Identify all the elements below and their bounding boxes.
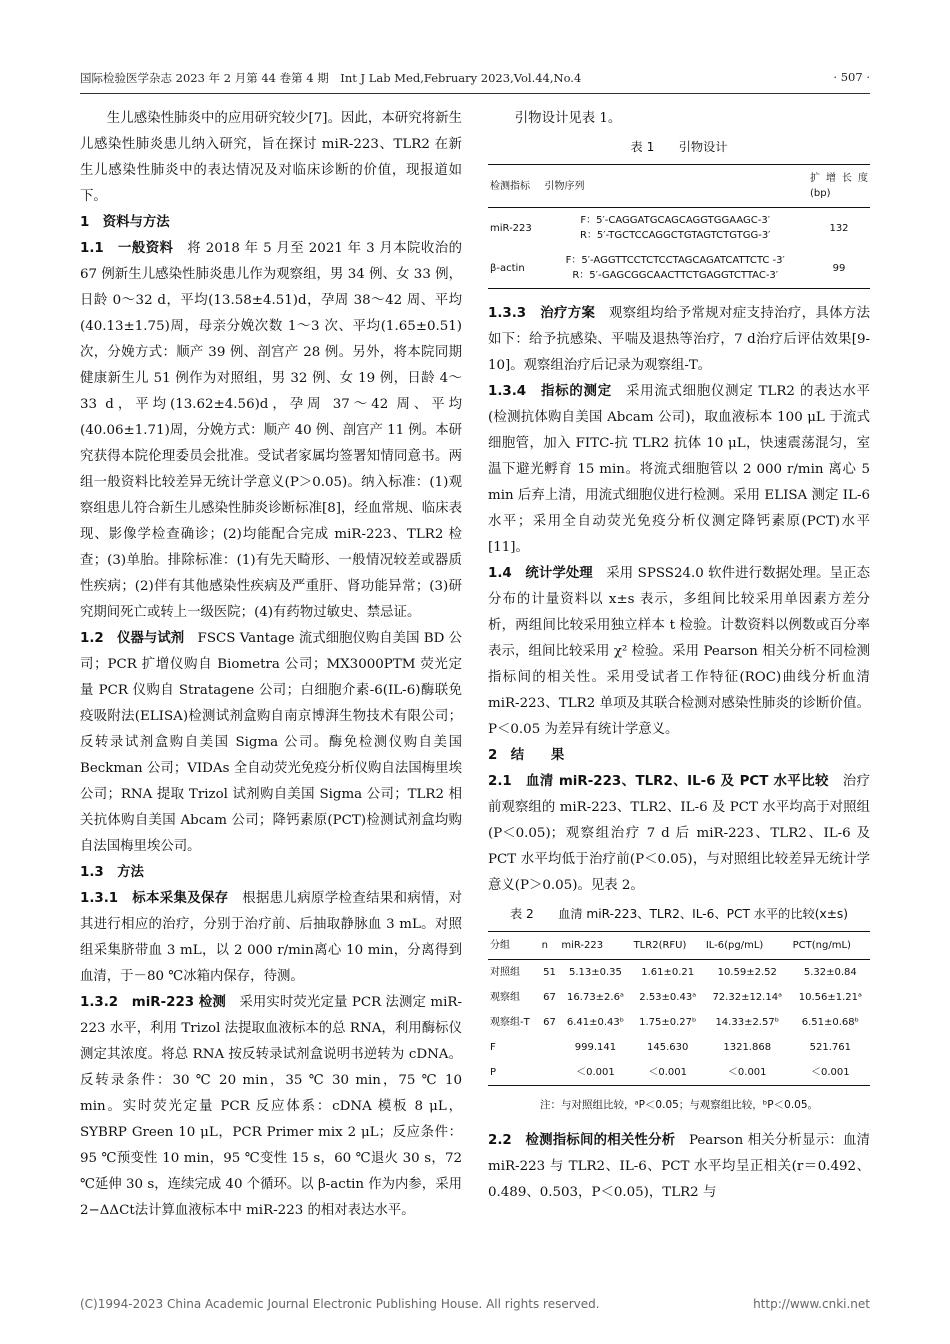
table-cell: 16.73±2.6ᵃ <box>567 992 624 1003</box>
table-cell <box>542 248 808 289</box>
paragraph-text: 采用实时荧光定量 PCR 法测定 miR-223 水平，利用 Trizol 法提取血液标本的总 RNA，利用酶标仪测定其浓度。将总 RNA 按反转录试剂盒说明书逆转为 cDNA。反转录条件：30 ℃ 20 min，35 ℃ 30 min，75 ℃ 10 min。实时荧光定量 PCR 反应体系：cDNA 模板 8 μL，SYBRP Green 10 μL，PCR Primer mix 2 μL；反应条件：95 ℃预变性 10 min，95 ℃变性 15 s，60 ℃退火 30 s，72 ℃延伸 30 s，连续完成 40 个循环。以 β-actin 作为内参，采用 2−ΔΔCt法计算血液标本中 miR-223 的相对表达水平。 <box>80 995 462 1218</box>
subsection-heading: 1.2 仪器与试剂 <box>80 631 185 646</box>
primer-reverse: R：5′-GAGCGGCAACTTCTGAGGTCTTAC-3′ <box>572 270 779 281</box>
table-2-note: 注：与对照组比较，ᵃP＜0.05；与观察组比较，ᵇP＜0.05。 <box>539 1099 819 1111</box>
table-cell: ＜0.001 <box>632 1060 704 1086</box>
table-cell: 观察组 <box>490 992 520 1003</box>
subsection-heading: 1.3.1 标本采集及保存 <box>80 891 229 906</box>
table-cell: 521.761 <box>809 1042 851 1053</box>
table-cell: 10.56±1.21ᵃ <box>798 992 862 1003</box>
table-cell: 67 <box>543 992 556 1003</box>
paragraph: 引物设计见表 1。 <box>514 111 622 126</box>
journal-info: 国际检验医学杂志 2023 年 2 月第 44 卷第 4 期 Int J Lab Med,February 2023,Vol.44,No.4 <box>80 71 582 85</box>
table-row <box>488 1035 870 1060</box>
table-cell: 999.141 <box>574 1042 617 1053</box>
table-cell: F <box>490 1042 496 1053</box>
table-cell: 132 <box>829 222 849 234</box>
paragraph <box>488 561 870 743</box>
table-row <box>488 1060 870 1086</box>
table-cell <box>542 208 808 249</box>
table-header: IL-6(pg/mL) <box>704 932 791 960</box>
table-header: TLR2(RFU) <box>632 932 704 960</box>
paragraph <box>80 886 462 990</box>
primer-forward: F：5′-CAGGATGCAGCAGGTGGAAGC-3′ <box>580 215 771 226</box>
table-cell: 67 <box>543 1017 556 1028</box>
paragraph-text: 将 2018 年 5 月至 2021 年 3 月本院收治的 67 例新生儿感染性肺炎患儿作为观察组，男 34 例、女 33 例，日龄 0～32 d，平均(13.58±4.51)d，孕周 38～42 周、平均(40.13±1.75)周，母亲分娩次数 1～3 次、平均(1.65±0.51)次，分娩方式：顺产 39 例、剖宫产 28 例。另外，将本院同期健康新生儿 51 例作为对照组，男 32 例、女 19 例，日龄 4～33 d，平均(13.62±4.56)d，孕周 37～42 周、平均(40.06±1.71)周，分娩方式：顺产 40 例、剖宫产 11 例。本研究获得本院伦理委员会批准。受试者家属均签署知情同意书。两组一般资料比较差异无统计学意义(P＞0.05)。纳入标准：(1)观察组患儿符合新生儿感染性肺炎诊断标准[8]，经血常规、临床表现、影像学检查确诊；(2)均能配合完成 miR-223、TLR2 检查；(3)单胎。排除标准：(1)有先天畸形、一般情况较差或器质性疾病；(2)伴有其他感染性疾病及严重肝、肾功能异常；(3)研究期间死亡或转上一级医院；(4)有药物过敏史、禁忌证。 <box>80 241 462 620</box>
subsection-heading: 1.3.3 治疗方案 <box>488 306 596 321</box>
table-cell: 72.32±12.14ᵃ <box>712 992 782 1003</box>
table-row <box>488 985 870 1010</box>
paragraph-text: FSCS Vantage 流式细胞仪购自美国 BD 公司；PCR 扩增仪购自 Biometra 公司；MX3000PTM 荧光定量 PCR 仪购自 Stratagene 公司；白细胞介素-6(IL-6)酶联免疫吸附法(ELISA)检测试剂盒购自南京博湃生物技术有限公司；反转录试剂盒购自美国 Sigma 公司。酶免检测仪购自美国 Beckman 公司；VIDAs 全自动荧光免疫分析仪购自法国梅里埃公司；RNA 提取 Trizol 试剂购自美国 Sigma 公司；TLR2 相关抗体购自美国 Abcam 公司；降钙素原(PCT)检测试剂盒均购自法国梅里埃公司。 <box>80 631 462 854</box>
subsection-heading: 1.1 一般资料 <box>80 241 174 256</box>
table-cell: 5.32±0.84 <box>803 967 857 978</box>
running-header <box>80 70 870 90</box>
table-header: 扩增长度(bp) <box>808 165 870 208</box>
table-cell: 观察组-T <box>490 1017 530 1028</box>
right-column <box>488 106 870 1206</box>
table-header: PCT(ng/mL) <box>791 932 870 960</box>
table-header: 分组 <box>488 932 540 960</box>
table-cell: 51 <box>543 967 556 978</box>
paragraph-text: 采用 SPSS24.0 软件进行数据处理。呈正态分布的计量资料以 x±s 表示，多组间比较采用单因素方差分析，两组间比较采用独立样本 t 检验。计数资料以例数或百分率表示，组间比较采用 χ² 检验。采用 Pearson 相关分析不同检测指标间的相关性。采用受试者工作特征(ROC)曲线分析血清 miR-223、TLR2 单项及其联合检测对感染性肺炎的诊断价值。P＜0.05 为差异有统计学意义。 <box>488 566 870 737</box>
table-cell: 10.59±2.52 <box>717 967 777 978</box>
table-2 <box>488 931 870 1086</box>
subsection-heading: 2.1 血清 miR-223、TLR2、IL-6 及 PCT 水平比较 <box>488 774 829 789</box>
table-cell: 145.630 <box>647 1042 689 1053</box>
paragraph: 生儿感染性肺炎中的应用研究较少[7]。因此，本研究将新生儿感染性肺炎患儿纳入研究，旨在探讨 miR-223、TLR2 在新生儿感染性肺炎中的表达情况及对临床诊断的价值，现报道如下。 <box>80 111 462 204</box>
header-rule <box>80 93 870 94</box>
table-cell: 1.75±0.27ᵇ <box>639 1017 697 1028</box>
page-number: · 507 · <box>833 70 870 84</box>
subsection-heading: 1.3.2 miR-223 检测 <box>80 995 226 1010</box>
paragraph-text: 治疗前观察组的 miR-223、TLR2、IL-6 及 PCT 水平均高于对照组(P＜0.05)；观察组治疗 7 d 后 miR-223、TLR2、IL-6 及 PCT 水平均低于治疗前(P＜0.05)，与对照组比较差异无统计学意义(P＞0.05)。见表 2。 <box>488 774 870 893</box>
table-cell: 2.53±0.43ᵃ <box>639 992 697 1003</box>
paragraph-text: Pearson 相关分析显示：血清 miR-223 与 TLR2、IL-6、PCT 水平均呈正相关(r＝0.492、0.489、0.503，P＜0.05)，TLR2 与 <box>488 1133 871 1200</box>
section-heading: 1 资料与方法 <box>80 215 170 230</box>
subsection-heading: 2.2 检测指标间的相关性分析 <box>488 1133 676 1148</box>
paragraph <box>80 626 462 860</box>
paragraph <box>488 379 870 561</box>
table-cell: P <box>488 1060 540 1086</box>
table-header: 检测指标 <box>488 165 542 208</box>
paragraph <box>488 1128 870 1206</box>
table-cell: ＜0.001 <box>559 1060 631 1086</box>
table-cell: 6.51±0.68ᵇ <box>801 1017 859 1028</box>
subsection-heading: 1.3 方法 <box>80 865 144 880</box>
paragraph <box>80 236 462 626</box>
paragraph-text: 采用流式细胞仪测定 TLR2 的表达水平(检测抗体购自美国 Abcam 公司)，取血液标本 100 μL 于流式细胞管，加入 FITC-抗 TLR2 抗体 10 μL，快速震荡混匀，室温下避光孵育 15 min。将流式细胞管以 2 000 r/min 离心 5 min 后弃上清，用流式细胞仪进行检测。采用 ELISA 测定 IL-6 水平；采用全自动荧光免疫分析仪测定降钙素原(PCT)水平[11]。 <box>488 384 871 555</box>
subsection-heading: 1.3.4 指标的测定 <box>488 384 612 399</box>
paragraph-text: 根据患儿病原学检查结果和病情，对其进行相应的治疗，分别于治疗前、后抽取静脉血 3 mL。对照组采集脐带血 3 mL，以 2 000 r/min离心 10 min，分离得到血清，于－80 ℃冰箱内保存，待测。 <box>80 891 463 984</box>
paragraph <box>488 301 870 379</box>
table-cell <box>540 1060 560 1086</box>
primer-reverse: R：5′-TGCTCCAGGCTGTAGTCTGTGG-3′ <box>579 230 771 241</box>
left-column <box>80 106 462 1224</box>
paragraph-text: 观察组均给予常规对症支持治疗，具体方法如下：给予抗感染、平喘及退热等治疗，7 d治疗后评估效果[9-10]。观察组治疗后记录为观察组-T。 <box>488 306 870 373</box>
table-1-caption: 表 1 引物设计 <box>630 140 728 154</box>
table-header: miR-223 <box>559 932 631 960</box>
table-row <box>488 960 870 986</box>
table-cell: 6.41±0.43ᵇ <box>566 1017 625 1028</box>
paragraph <box>488 769 870 899</box>
table-2-caption: 表 2 血清 miR-223、TLR2、IL-6、PCT 水平的比较(x±s) <box>509 907 849 921</box>
table-cell: ＜0.001 <box>791 1060 870 1086</box>
primer-forward: F：5′-AGGTTCCTCTCCTAGCAGATCATTCTC -3′ <box>565 255 785 266</box>
table-header: n <box>540 932 560 960</box>
table-cell: 1.61±0.21 <box>641 967 695 978</box>
cnki-link[interactable]: http://www.cnki.net <box>753 1297 870 1311</box>
table-1 <box>488 164 870 289</box>
table-header: 引物序列 <box>542 165 808 208</box>
table-cell: ＜0.001 <box>704 1060 791 1086</box>
table-cell: 5.13±0.35 <box>569 967 622 978</box>
table-cell: 1321.868 <box>723 1042 772 1053</box>
table-row <box>488 208 870 249</box>
copyright-text: (C)1994-2023 China Academic Journal Electronic Publishing House. All rights reserved. <box>80 1297 600 1311</box>
subsection-heading: 1.4 统计学处理 <box>488 566 593 581</box>
table-row <box>488 1010 870 1035</box>
section-heading: 2 结 果 <box>488 748 565 763</box>
table-cell: β-actin <box>488 248 542 289</box>
paragraph <box>80 990 462 1224</box>
table-row <box>488 248 870 289</box>
table-cell: 14.33±2.57ᵇ <box>715 1017 779 1028</box>
table-cell <box>540 1035 560 1060</box>
table-cell: 对照组 <box>490 967 520 978</box>
table-cell: 99 <box>808 248 870 289</box>
table-cell: miR-223 <box>490 222 532 234</box>
